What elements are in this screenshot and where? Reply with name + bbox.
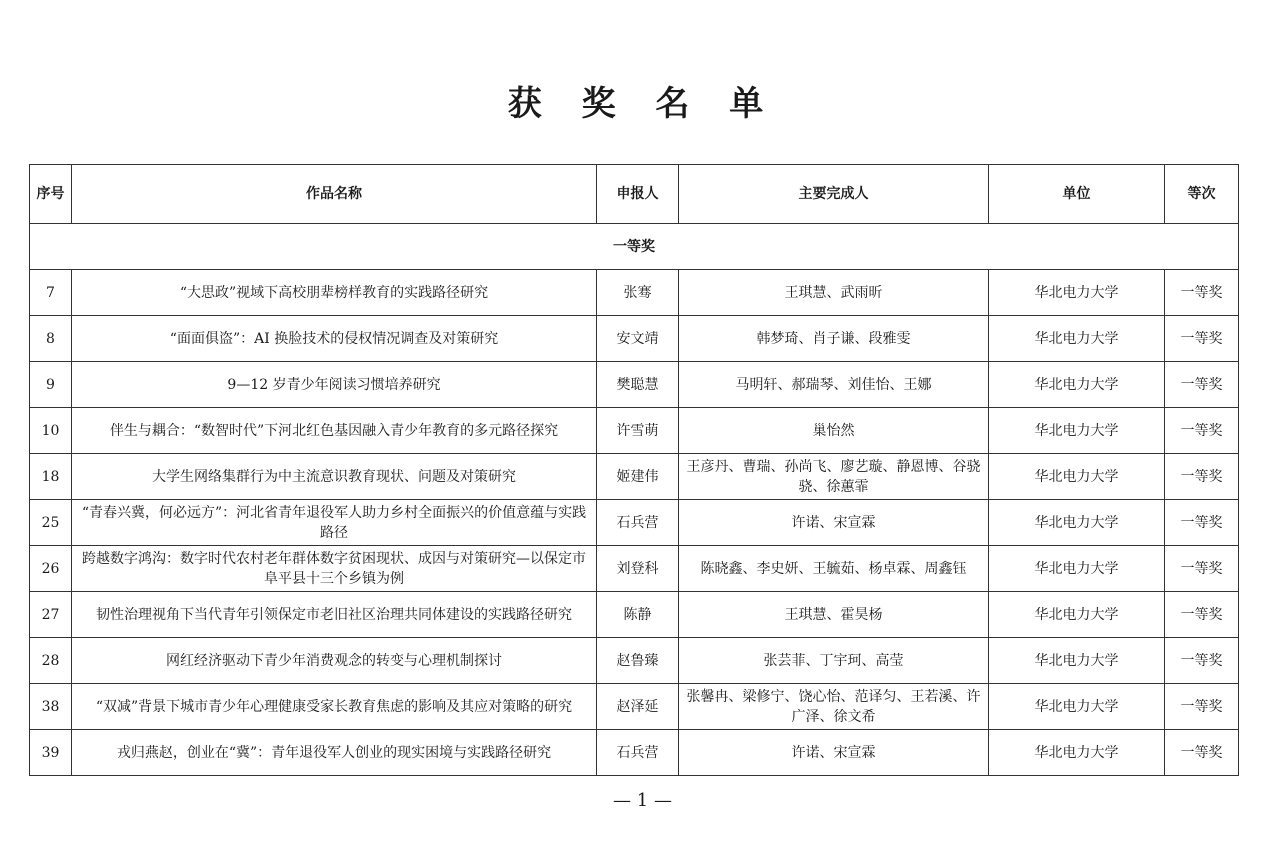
header-applicant: 申报人	[597, 165, 679, 224]
header-rank: 等次	[1165, 165, 1239, 224]
cell-rank: 一等奖	[1165, 684, 1239, 730]
cell-applicant: 姬建伟	[597, 454, 679, 500]
header-unit: 单位	[989, 165, 1165, 224]
table-row	[30, 270, 1239, 316]
page-number: — 1 —	[613, 790, 672, 811]
table-row	[30, 362, 1239, 408]
cell-rank: 一等奖	[1165, 270, 1239, 316]
cell-rank: 一等奖	[1165, 362, 1239, 408]
cell-unit: 华北电力大学	[989, 684, 1165, 730]
cell-seq: 18	[30, 454, 72, 500]
cell-members: 王琪慧、武雨昕	[679, 270, 989, 316]
table-row	[30, 454, 1239, 500]
cell-rank: 一等奖	[1165, 454, 1239, 500]
header-members: 主要完成人	[679, 165, 989, 224]
cell-work: 韧性治理视角下当代青年引领保定市老旧社区治理共同体建设的实践路径研究	[72, 592, 597, 638]
cell-unit: 华北电力大学	[989, 730, 1165, 776]
cell-rank: 一等奖	[1165, 316, 1239, 362]
cell-members: 张馨冉、梁修宁、饶心怡、范译匀、王若溪、许广泽、徐文希	[679, 684, 989, 730]
cell-applicant: 赵泽延	[597, 684, 679, 730]
cell-work: “面面俱盗”：AI 换脸技术的侵权情况调查及对策研究	[72, 316, 597, 362]
cell-rank: 一等奖	[1165, 500, 1239, 546]
cell-applicant: 刘登科	[597, 546, 679, 592]
cell-work: “大思政”视域下高校朋辈榜样教育的实践路径研究	[72, 270, 597, 316]
table-row	[30, 546, 1239, 592]
page-title: 获 奖 名 单	[507, 84, 778, 124]
cell-unit: 华北电力大学	[989, 362, 1165, 408]
cell-seq: 27	[30, 592, 72, 638]
cell-seq: 25	[30, 500, 72, 546]
cell-work: 伴生与耦合：“数智时代”下河北红色基因融入青少年教育的多元路径探究	[72, 408, 597, 454]
header-seq: 序号	[30, 165, 72, 224]
cell-unit: 华北电力大学	[989, 316, 1165, 362]
cell-rank: 一等奖	[1165, 546, 1239, 592]
cell-unit: 华北电力大学	[989, 270, 1165, 316]
cell-unit: 华北电力大学	[989, 500, 1165, 546]
section-row	[30, 224, 1239, 270]
table-row	[30, 684, 1239, 730]
cell-seq: 7	[30, 270, 72, 316]
table-row	[30, 730, 1239, 776]
cell-members: 陈晓鑫、李史妍、王毓茹、杨卓霖、周鑫钰	[679, 546, 989, 592]
award-table	[29, 164, 1239, 776]
cell-members: 许诺、宋宣霖	[679, 500, 989, 546]
cell-seq: 39	[30, 730, 72, 776]
section-label: 一等奖	[30, 224, 1239, 270]
table-row	[30, 592, 1239, 638]
cell-applicant: 张骞	[597, 270, 679, 316]
cell-rank: 一等奖	[1165, 638, 1239, 684]
cell-work: 跨越数字鸿沟：数字时代农村老年群体数字贫困现状、成因与对策研究—以保定市阜平县十三个乡镇为例	[72, 546, 597, 592]
cell-seq: 8	[30, 316, 72, 362]
cell-members: 马明轩、郝瑞琴、刘佳怡、王娜	[679, 362, 989, 408]
cell-applicant: 樊聪慧	[597, 362, 679, 408]
table-header-row	[30, 165, 1239, 224]
cell-members: 王琪慧、霍昊杨	[679, 592, 989, 638]
cell-seq: 9	[30, 362, 72, 408]
cell-rank: 一等奖	[1165, 730, 1239, 776]
cell-applicant: 石兵营	[597, 500, 679, 546]
cell-unit: 华北电力大学	[989, 408, 1165, 454]
cell-applicant: 安文靖	[597, 316, 679, 362]
cell-unit: 华北电力大学	[989, 454, 1165, 500]
cell-members: 王彦丹、曹瑞、孙尚飞、廖艺璇、静恩博、谷骁骁、徐蕙霏	[679, 454, 989, 500]
cell-members: 许诺、宋宣霖	[679, 730, 989, 776]
cell-unit: 华北电力大学	[989, 592, 1165, 638]
table-row	[30, 316, 1239, 362]
cell-seq: 28	[30, 638, 72, 684]
table-row	[30, 638, 1239, 684]
cell-applicant: 石兵营	[597, 730, 679, 776]
cell-work: 9—12 岁青少年阅读习惯培养研究	[72, 362, 597, 408]
cell-seq: 10	[30, 408, 72, 454]
cell-applicant: 赵鲁臻	[597, 638, 679, 684]
cell-rank: 一等奖	[1165, 408, 1239, 454]
cell-work: 戎归燕赵，创业在“冀”：青年退役军人创业的现实困境与实践路径研究	[72, 730, 597, 776]
cell-work: 大学生网络集群行为中主流意识教育现状、问题及对策研究	[72, 454, 597, 500]
header-work: 作品名称	[72, 165, 597, 224]
cell-unit: 华北电力大学	[989, 638, 1165, 684]
cell-rank: 一等奖	[1165, 592, 1239, 638]
cell-work: “双减”背景下城市青少年心理健康受家长教育焦虑的影响及其应对策略的研究	[72, 684, 597, 730]
cell-members: 巢怡然	[679, 408, 989, 454]
table-row	[30, 500, 1239, 546]
cell-applicant: 许雪萌	[597, 408, 679, 454]
cell-seq: 38	[30, 684, 72, 730]
cell-applicant: 陈静	[597, 592, 679, 638]
cell-unit: 华北电力大学	[989, 546, 1165, 592]
cell-work: 网红经济驱动下青少年消费观念的转变与心理机制探讨	[72, 638, 597, 684]
cell-work: “青春兴冀，何必远方”：河北省青年退役军人助力乡村全面振兴的价值意蕴与实践路径	[72, 500, 597, 546]
cell-members: 韩梦琦、肖子谦、段雅雯	[679, 316, 989, 362]
cell-seq: 26	[30, 546, 72, 592]
table-row	[30, 408, 1239, 454]
cell-members: 张芸菲、丁宇珂、高莹	[679, 638, 989, 684]
